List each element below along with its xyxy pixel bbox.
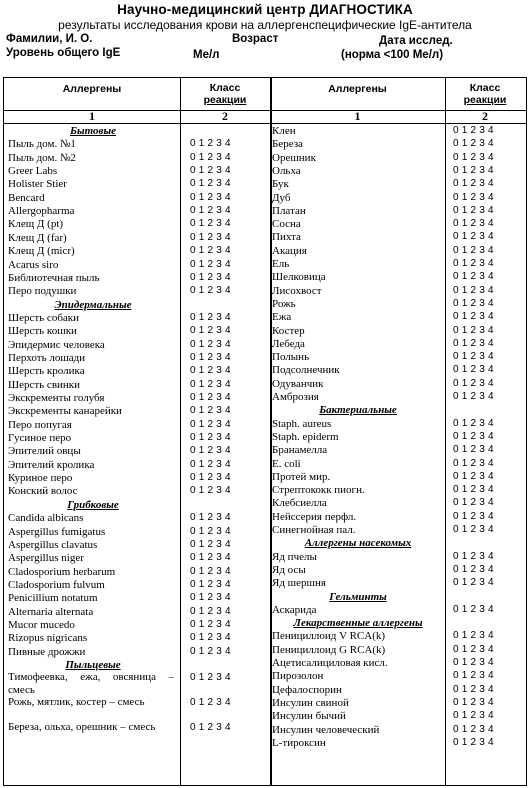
allergen-name: Acarus siro bbox=[8, 258, 59, 271]
left-class-header bbox=[180, 82, 270, 106]
date-label: Дата исслед. bbox=[379, 35, 453, 47]
allergen-name: Подсолнечник bbox=[272, 364, 340, 377]
reaction-class-scale: 01234 bbox=[190, 618, 234, 630]
allergen-name: Экскременты голубя bbox=[8, 392, 105, 404]
reaction-class-scale: 01234 bbox=[190, 538, 234, 550]
allergen-name: Клебсиелла bbox=[272, 497, 327, 510]
left-class-line1: Класс bbox=[209, 82, 241, 94]
reaction-class-scale: 01234 bbox=[190, 525, 234, 537]
right-class-line2: реакции bbox=[463, 94, 507, 106]
reaction-class-scale: 01234 bbox=[190, 645, 234, 657]
age-label: Возраст bbox=[232, 33, 279, 45]
allergen-name: Лисохвост bbox=[272, 284, 322, 297]
allergen-name: Rizopus nigricans bbox=[8, 632, 88, 645]
allergen-name: Дуб bbox=[272, 191, 291, 204]
allergen-name: Яд шершня bbox=[272, 577, 326, 590]
allergen-name: Лебеда bbox=[272, 337, 305, 350]
allergen-name: Aspergillus fumigatus bbox=[8, 525, 106, 538]
reaction-class-scale: 01234 bbox=[190, 351, 234, 363]
reaction-class-scale: 01234 bbox=[453, 710, 497, 722]
allergen-name: Перо попугая bbox=[8, 418, 72, 431]
allergen-name: Cladosporium herbarum bbox=[8, 565, 116, 578]
reaction-class-scale: 01234 bbox=[190, 485, 234, 497]
allergen-name: Рожь, мятлик, костер – смесь bbox=[8, 696, 145, 709]
reaction-class-scale: 01234 bbox=[453, 364, 497, 376]
reaction-class-scale: 01234 bbox=[453, 218, 497, 230]
reaction-class-scale: 01234 bbox=[453, 470, 497, 482]
reaction-class-scale: 01234 bbox=[453, 563, 497, 575]
allergen-name: Cladosporium fulvum bbox=[8, 578, 105, 591]
reaction-class-scale: 01234 bbox=[453, 271, 497, 283]
reaction-class-scale: 01234 bbox=[453, 178, 497, 190]
units-label: Ме/л bbox=[193, 49, 220, 61]
allergen-name: Эпидермис человека bbox=[8, 338, 105, 351]
reaction-class-scale: 01234 bbox=[190, 205, 234, 217]
allergen-name: Greer Labs bbox=[8, 165, 58, 178]
reaction-class-scale: 01234 bbox=[190, 165, 234, 177]
allergen-name: Ежа bbox=[272, 311, 292, 324]
allergen-name: Клещ Д (far) bbox=[8, 231, 67, 244]
allergen-name: Инсулин свиной bbox=[272, 696, 349, 709]
allergen-name: Пыль дом. №1 bbox=[8, 138, 76, 151]
allergen-name: Протей мир. bbox=[272, 470, 331, 483]
allergen-name: Бук bbox=[272, 178, 289, 191]
allergen-name: Перо подушки bbox=[8, 285, 77, 298]
allergen-name: Нейссерия перфл. bbox=[272, 510, 357, 523]
col-divider bbox=[445, 78, 446, 785]
reaction-class-scale: 01234 bbox=[453, 457, 497, 469]
reaction-class-scale: 01234 bbox=[190, 672, 234, 684]
section-heading: Эпидермальные bbox=[54, 298, 132, 311]
reaction-class-scale: 01234 bbox=[190, 285, 234, 297]
allergen-name: Полынь bbox=[272, 351, 310, 364]
reaction-class-scale: 01234 bbox=[453, 670, 497, 682]
allergen-name: Клещ Д (micr) bbox=[8, 245, 75, 258]
allergen-name: Mucor mucedo bbox=[8, 618, 75, 631]
reaction-class-scale: 01234 bbox=[453, 151, 497, 163]
reaction-class-scale: 01234 bbox=[190, 445, 234, 457]
allergen-name: Alternaria alternata bbox=[8, 605, 94, 618]
allergen-name: Staph. aureus bbox=[272, 417, 332, 430]
reaction-class-scale: 01234 bbox=[190, 151, 234, 163]
allergen-name: Candida albicans bbox=[8, 512, 84, 525]
left-class-line2: реакции bbox=[203, 94, 247, 106]
reaction-class-scale: 01234 bbox=[190, 138, 234, 150]
reaction-class-scale: 01234 bbox=[453, 484, 497, 496]
allergen-name: Aspergillus clavatus bbox=[8, 538, 98, 551]
reaction-class-scale: 01234 bbox=[190, 365, 234, 377]
allergen-name: Береза bbox=[272, 138, 303, 151]
allergen-name: Тимофеевка, ежа, овсяница – смесь bbox=[8, 671, 174, 697]
reaction-class-scale: 01234 bbox=[453, 683, 497, 695]
reaction-class-scale: 01234 bbox=[453, 377, 497, 389]
allergen-name: Рожь bbox=[272, 297, 296, 310]
reaction-class-scale: 01234 bbox=[190, 512, 234, 524]
reaction-class-scale: 01234 bbox=[190, 432, 234, 444]
right-class-number: 2 bbox=[482, 109, 488, 123]
reaction-class-scale: 01234 bbox=[453, 696, 497, 708]
reaction-class-scale: 01234 bbox=[190, 552, 234, 564]
reaction-class-scale: 01234 bbox=[190, 245, 234, 257]
right-col-number: 1 bbox=[354, 109, 361, 123]
allergen-name: Эпителий кролика bbox=[8, 458, 95, 471]
reaction-class-scale: 01234 bbox=[190, 218, 234, 230]
surname-label: Фамилии, И. О. bbox=[6, 33, 93, 45]
allergen-name: Holister Stier bbox=[8, 178, 67, 191]
allergen-name: Синегнойная пал. bbox=[272, 524, 356, 536]
reaction-class-scale: 01234 bbox=[453, 244, 497, 256]
reaction-class-scale: 01234 bbox=[453, 577, 497, 589]
allergen-name: Bencard bbox=[8, 191, 45, 204]
reaction-class-scale: 01234 bbox=[190, 378, 234, 390]
reaction-class-scale: 01234 bbox=[453, 524, 497, 535]
reaction-class-scale: 01234 bbox=[190, 418, 234, 430]
section-heading: Пыльцевые bbox=[65, 659, 121, 671]
allergen-name: Экскременты канарейки bbox=[8, 405, 122, 418]
allergen-name: Шерсть свинки bbox=[8, 378, 81, 391]
allergen-name: Пихта bbox=[272, 231, 301, 244]
allergen-name: Aspergillus niger bbox=[8, 552, 84, 565]
allergen-name: L-тироксин bbox=[272, 736, 326, 749]
section-heading: Бытовые bbox=[70, 125, 116, 137]
reaction-class-scale: 01234 bbox=[453, 723, 497, 735]
allergen-name: Пенициллоид G RCA(k) bbox=[272, 643, 386, 656]
allergen-name: Клещ Д (pt) bbox=[8, 218, 64, 231]
allergen-name: Орешник bbox=[272, 151, 316, 164]
allergen-name: Платан bbox=[272, 204, 306, 217]
allergen-name: Инсулин бычий bbox=[272, 710, 346, 723]
reaction-class-scale: 01234 bbox=[190, 258, 234, 270]
allergen-name: Яд осы bbox=[272, 563, 306, 576]
reaction-class-scale: 01234 bbox=[453, 417, 497, 429]
section-heading: Грибковые bbox=[67, 498, 119, 511]
right-allergens-header: Аллергены bbox=[328, 83, 387, 95]
allergen-name: Ольха bbox=[272, 164, 301, 177]
reaction-class-scale: 01234 bbox=[453, 204, 497, 216]
allergen-name: Ель bbox=[272, 258, 290, 270]
reaction-class-scale: 01234 bbox=[453, 258, 497, 269]
reaction-class-scale: 01234 bbox=[190, 392, 234, 403]
reaction-class-scale: 01234 bbox=[190, 311, 234, 323]
reaction-class-scale: 01234 bbox=[190, 565, 234, 577]
reaction-class-scale: 01234 bbox=[190, 338, 234, 350]
reaction-class-scale: 01234 bbox=[453, 497, 497, 509]
reaction-class-scale: 01234 bbox=[190, 592, 234, 604]
reaction-class-scale: 01234 bbox=[190, 721, 234, 733]
allergen-name: Ацетисалициловая кисл. bbox=[272, 657, 388, 669]
reaction-class-scale: 01234 bbox=[190, 178, 234, 190]
allergen-name: Шелковица bbox=[272, 271, 326, 284]
allergen-name: Яд пчелы bbox=[272, 550, 317, 563]
reaction-class-scale: 01234 bbox=[453, 643, 497, 655]
reaction-class-scale: 01234 bbox=[453, 657, 497, 668]
reaction-class-scale: 01234 bbox=[453, 191, 497, 203]
reaction-class-scale: 01234 bbox=[190, 458, 234, 470]
allergen-name: Пыль дом. №2 bbox=[8, 151, 76, 164]
allergen-name: Перхоть лошади bbox=[8, 351, 86, 364]
reaction-class-scale: 01234 bbox=[453, 430, 497, 442]
total-ige-label: Уровень общего IgE bbox=[6, 47, 121, 59]
reaction-class-scale: 01234 bbox=[190, 697, 234, 709]
right-class-header bbox=[445, 82, 525, 106]
reaction-class-scale: 01234 bbox=[453, 138, 497, 150]
reaction-class-scale: 01234 bbox=[453, 125, 497, 136]
page-title: Научно-медицинский центр ДИАГНОСТИКА bbox=[117, 2, 413, 17]
section-heading: Лекарственные аллергены bbox=[293, 617, 423, 630]
allergen-name: Penicillium notatum bbox=[8, 592, 98, 605]
reaction-class-scale: 01234 bbox=[190, 271, 234, 283]
allergen-name: Бранамелла bbox=[272, 444, 328, 457]
reaction-class-scale: 01234 bbox=[453, 550, 497, 562]
right-class-line1: Класс bbox=[469, 82, 501, 94]
allergen-name: Одуванчик bbox=[272, 377, 324, 390]
allergen-name: Пивные дрожжи bbox=[8, 645, 86, 658]
left-class-number: 2 bbox=[222, 109, 228, 123]
allergen-name: Шерсть собаки bbox=[8, 311, 80, 324]
reaction-class-scale: 01234 bbox=[453, 324, 497, 336]
reaction-class-scale: 01234 bbox=[190, 325, 234, 337]
allergen-name: Сосна bbox=[272, 218, 301, 231]
reaction-class-scale: 01234 bbox=[453, 297, 497, 309]
col-divider bbox=[180, 78, 181, 785]
allergen-name: Амброзия bbox=[272, 391, 319, 403]
allergen-name: Костер bbox=[272, 324, 305, 337]
reaction-class-scale: 01234 bbox=[453, 444, 497, 456]
allergen-table bbox=[3, 77, 527, 786]
reaction-class-scale: 01234 bbox=[453, 311, 497, 323]
allergen-name: Акация bbox=[272, 244, 307, 257]
allergen-name: Цефалоспорин bbox=[272, 683, 342, 696]
reaction-class-scale: 01234 bbox=[190, 605, 234, 617]
page-subtitle: результаты исследования крови на аллергенспецифические IgE-антитела bbox=[58, 18, 472, 32]
reaction-class-scale: 01234 bbox=[190, 231, 234, 243]
reaction-class-scale: 01234 bbox=[453, 351, 497, 363]
allergen-name: Шерсть кролика bbox=[8, 365, 85, 378]
reaction-class-scale: 01234 bbox=[190, 191, 234, 203]
reaction-class-scale: 01234 bbox=[453, 231, 497, 243]
left-col-number: 1 bbox=[89, 109, 95, 123]
allergen-name: Гусиное перо bbox=[8, 432, 72, 445]
section-heading: Гельминты bbox=[329, 590, 387, 603]
reaction-class-scale: 01234 bbox=[453, 391, 497, 402]
allergen-name: Аскарида bbox=[272, 603, 317, 616]
reaction-class-scale: 01234 bbox=[453, 510, 497, 522]
reaction-class-scale: 01234 bbox=[190, 405, 234, 417]
section-heading: Аллергены насекомых bbox=[304, 537, 412, 550]
reaction-class-scale: 01234 bbox=[190, 632, 234, 644]
allergen-name: Шерсть кошки bbox=[8, 325, 77, 338]
allergen-name: Береза, ольха, орешник – смесь bbox=[8, 720, 156, 733]
reaction-class-scale: 01234 bbox=[453, 337, 497, 349]
allergen-name: E. coli bbox=[272, 457, 301, 470]
allergen-name: Библиотечная пыль bbox=[8, 271, 100, 284]
reaction-class-scale: 01234 bbox=[453, 603, 497, 615]
allergen-name: Клен bbox=[272, 125, 296, 137]
allergen-name: Пенициллоид V RCA(k) bbox=[272, 630, 386, 643]
section-heading: Бактериальные bbox=[319, 404, 397, 417]
allergen-name: Конский волос bbox=[8, 485, 78, 498]
allergen-name: Пирозолон bbox=[272, 670, 324, 683]
allergen-name: Allergopharma bbox=[8, 205, 75, 218]
norm-label: (норма <100 Ме/л) bbox=[341, 49, 444, 61]
left-allergens-header: Аллергены bbox=[62, 83, 122, 95]
reaction-class-scale: 01234 bbox=[190, 472, 234, 484]
allergen-name: Куриное перо bbox=[8, 472, 73, 485]
reaction-class-scale: 01234 bbox=[190, 578, 234, 590]
allergen-name: Эпителий овцы bbox=[8, 445, 81, 458]
allergen-name: Инсулин человеческий bbox=[272, 723, 380, 736]
reaction-class-scale: 01234 bbox=[453, 284, 497, 296]
reaction-class-scale: 01234 bbox=[453, 630, 497, 642]
allergen-name: Стрептококк пиогн. bbox=[272, 484, 365, 497]
allergen-name: Staph. epiderm bbox=[272, 430, 339, 443]
reaction-class-scale: 01234 bbox=[453, 164, 497, 176]
reaction-class-scale: 01234 bbox=[453, 736, 497, 748]
